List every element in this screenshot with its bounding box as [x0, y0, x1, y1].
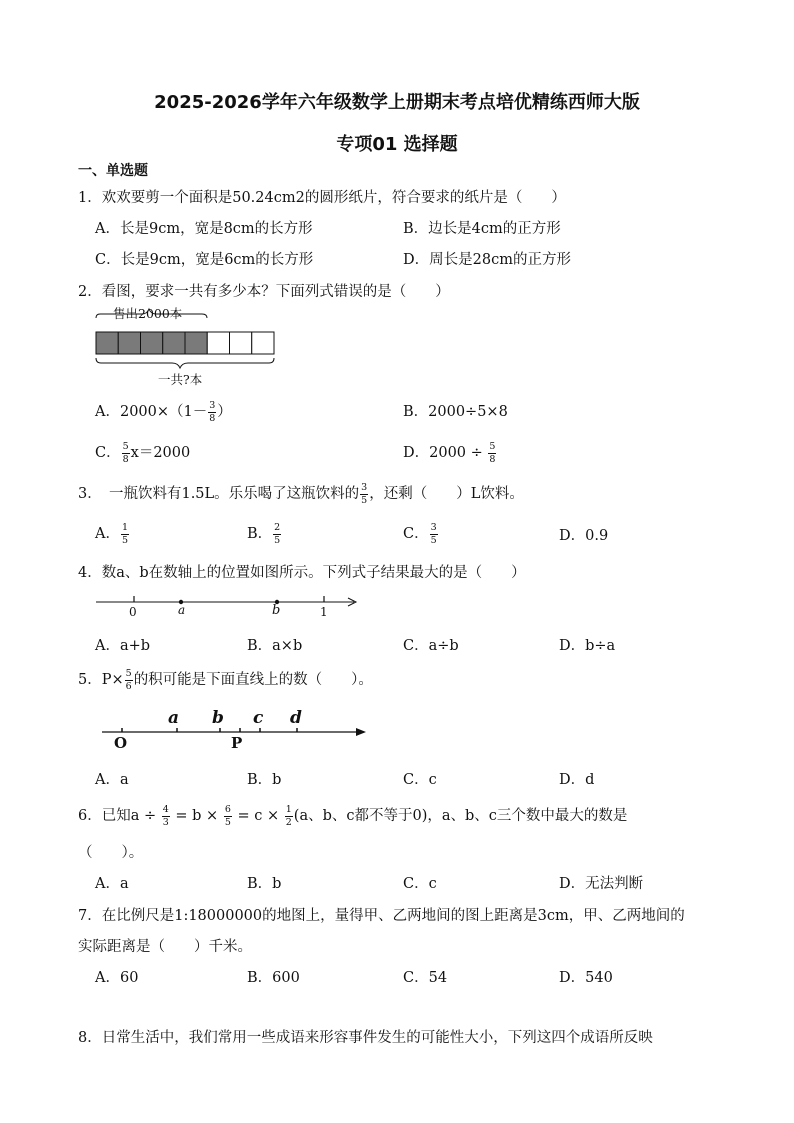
bottom-brace [96, 358, 274, 368]
question-7-option-d[interactable]: D．540 [559, 970, 613, 986]
question-6-stem [78, 804, 627, 827]
question-2-option-b[interactable]: B．2000÷5×8 [403, 404, 508, 420]
option-prefix: B． [247, 526, 273, 542]
stem-text-end: ，还剩（ ）L饮料。 [369, 486, 524, 502]
fraction: $\frac{1}{2}$ [285, 804, 292, 828]
fraction: $\frac{3}{5}$ [430, 522, 437, 546]
question-6-option-a[interactable]: A．a [95, 876, 129, 892]
question-1-option-a[interactable]: A．长是9cm，宽是8cm的长方形 [95, 221, 313, 237]
label-b: b [212, 708, 224, 728]
question-5-stem [78, 668, 373, 691]
question-7-stem-line-1: 7．在比例尺是1:18000000的地图上，量得甲、乙两地间的图上距离是3cm，甲、乙两地间的 [78, 908, 685, 924]
fraction: $\frac{6}{5}$ [224, 804, 231, 828]
label-c: c [253, 708, 264, 728]
question-4-option-c[interactable]: C．a÷b [403, 638, 459, 654]
label-b: b [272, 603, 281, 618]
stem-part: = c × [232, 808, 284, 824]
question-2-stem: 2．看图，要求一共有多少本？下面列式错误的是（ ） [78, 284, 450, 300]
question-5-option-b[interactable]: B．b [247, 772, 282, 788]
option-c-prefix: C． [95, 445, 121, 461]
diagram-bottom-label: 一共?本 [158, 372, 203, 387]
fraction: $\frac{2}{5}$ [274, 522, 281, 546]
question-3-option-c[interactable] [403, 522, 439, 545]
bar-segment-empty [252, 332, 274, 354]
bar-segment-shaded [163, 332, 185, 354]
bar-segment-empty [230, 332, 252, 354]
page-subtitle: 专项01 选择题 [336, 134, 458, 155]
fraction: $\frac{4}{3}$ [162, 804, 169, 828]
question-3-option-a[interactable] [95, 522, 130, 545]
stem-part: 6．已知a ÷ [78, 808, 161, 824]
bar-segment-shaded [185, 332, 207, 354]
question-7-option-c[interactable]: C．54 [403, 970, 448, 986]
label-p: P [231, 734, 243, 752]
label-d: d [290, 708, 302, 728]
question-1-option-b[interactable]: B．边长是4cm的正方形 [403, 221, 561, 237]
label-0: 0 [129, 605, 137, 619]
label-a: a [178, 603, 186, 617]
question-1-stem: 1．欢欢要剪一个面积是50.24cm2的圆形纸片，符合要求的纸片是（ ） [78, 190, 566, 206]
question-2-option-c[interactable] [95, 441, 190, 464]
question-7-option-a[interactable]: A．60 [95, 970, 139, 986]
question-8-stem: 8．日常生活中，我们常用一些成语来形容事件发生的可能性大小，下列这四个成语所反映 [78, 1030, 653, 1046]
bar-segment-shaded [141, 332, 163, 354]
question-5-option-d[interactable]: D．d [559, 772, 595, 788]
fraction: $\frac{5}{6}$ [125, 668, 132, 692]
option-a-text-end: ） [217, 404, 232, 420]
stem-part: = b × [170, 808, 223, 824]
option-a-text: A．2000×（1－ [95, 404, 208, 420]
question-4-option-a[interactable]: A．a+b [95, 638, 151, 654]
question-6-option-b[interactable]: B．b [247, 876, 282, 892]
question-1-option-c[interactable]: C．长是9cm，宽是6cm的长方形 [95, 252, 314, 268]
axis-arrow [356, 728, 366, 736]
label-1: 1 [320, 605, 328, 619]
stem-text: 5．P× [78, 672, 124, 688]
diagram-bar-segments [96, 332, 274, 354]
question-7-option-b[interactable]: B．600 [247, 970, 300, 986]
stem-part: (a、b、c都不等于0)，a、b、c三个数中最大的数是 [293, 808, 628, 824]
question-6-option-d[interactable]: D．无法判断 [559, 876, 644, 892]
bar-segment-empty [207, 332, 229, 354]
fraction: $\frac{3}{5}$ [361, 482, 368, 506]
stem-text: 3． 一瓶饮料有1.5L。乐乐喝了这瓶饮料的 [78, 486, 360, 502]
question-4-option-b[interactable]: B．a×b [247, 638, 303, 654]
question-2-option-a[interactable] [95, 400, 232, 423]
diagram-top-label: 售出2000本 [113, 306, 183, 321]
option-c-text: x＝2000 [130, 445, 191, 461]
question-6-option-c[interactable]: C．c [403, 876, 437, 892]
question-6-blank: （ ）。 [78, 845, 144, 861]
question-3-option-d[interactable]: D．0.9 [559, 528, 609, 544]
fraction: $\frac{3}{8}$ [209, 400, 216, 424]
question-5-option-a[interactable]: A．a [95, 772, 129, 788]
question-4-stem: 4．数a、b在数轴上的位置如图所示。下列式子结果最大的是（ ） [78, 565, 526, 581]
question-3-option-b[interactable] [247, 522, 282, 545]
option-prefix: C． [403, 526, 429, 542]
bar-segment-shaded [96, 332, 118, 354]
question-2-option-d[interactable] [403, 441, 497, 464]
option-prefix: A． [95, 526, 120, 542]
label-a: a [168, 708, 180, 728]
option-d-text: D．2000 ÷ [403, 445, 488, 461]
fraction: $\frac{1}{5}$ [121, 522, 129, 546]
question-1-option-d[interactable]: D．周长是28cm的正方形 [403, 252, 571, 268]
question-3-stem [78, 482, 524, 505]
stem-text-end: 的积可能是下面直线上的数（ ）。 [133, 672, 373, 688]
fraction: $\frac{5}{8}$ [489, 441, 496, 465]
page-title: 2025-2026学年六年级数学上册期末考点培优精练西师大版 [154, 92, 640, 113]
section-heading: 一、单选题 [78, 163, 148, 179]
question-7-stem-line-2: 实际距离是（ ）千米。 [78, 939, 252, 955]
label-o: O [114, 734, 128, 752]
fraction: $\frac{5}{8}$ [122, 441, 129, 465]
bar-segment-shaded [118, 332, 140, 354]
question-5-option-c[interactable]: C．c [403, 772, 437, 788]
question-4-option-d[interactable]: D．b÷a [559, 638, 616, 654]
